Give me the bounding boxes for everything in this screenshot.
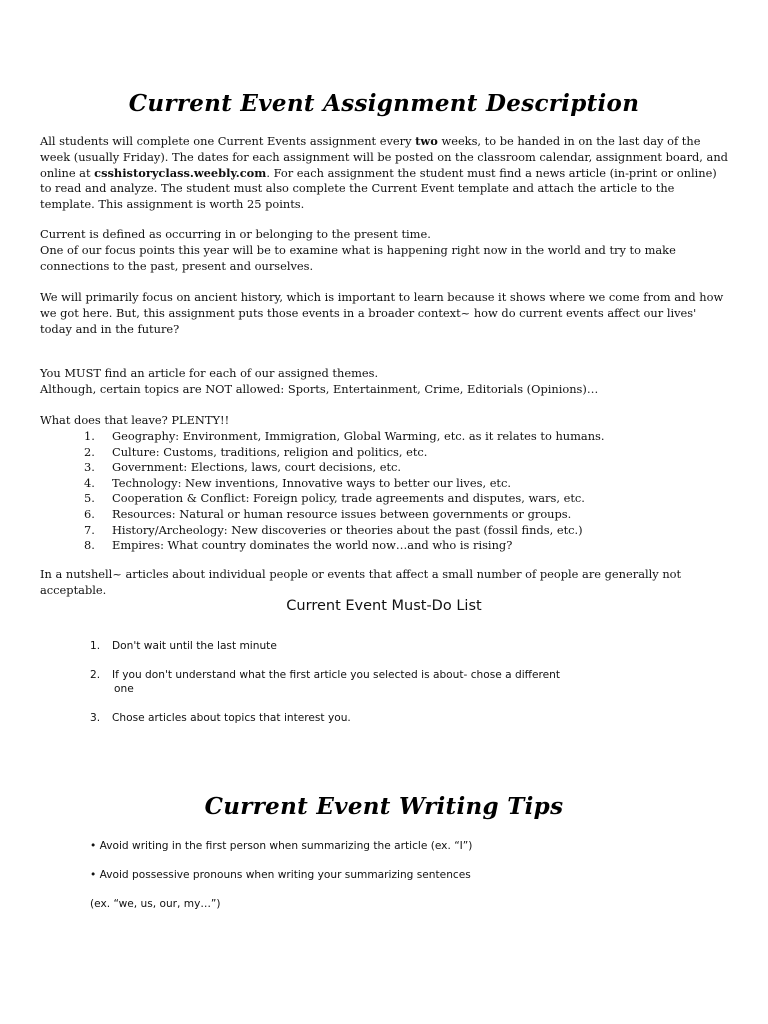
- nutshell-text: In a nutshell~ articles about individual people or events that affect a small number of people are generally not acceptable.: [40, 567, 682, 597]
- class-website: csshistoryclass.weebly.com: [94, 165, 267, 180]
- tips-heading: Current Event Writing Tips: [204, 793, 564, 820]
- mustdo-heading: Current Event Must-Do List: [286, 598, 482, 614]
- intro-bold-two: two: [415, 134, 438, 148]
- definition-line-1: Current is defined as occurring in or belonging to the present time.: [40, 227, 431, 241]
- mustdo-continuation: one: [114, 683, 134, 696]
- list-item: [84, 507, 704, 523]
- list-item-text: Culture: Customs, traditions, religion and politics, etc.: [112, 444, 428, 459]
- list-item-text: History/Archeology: New discoveries or theories about the past (fossil finds, etc.): [112, 522, 583, 537]
- list-item-text: Geography: Environment, Immigration, Global Warming, etc. as it relates to humans.: [112, 429, 605, 443]
- list-item-text: Empires: What country dominates the world now…and who is rising?: [112, 538, 513, 553]
- list-item-number: 4.: [84, 475, 95, 490]
- list-item: [84, 523, 704, 539]
- page-title: Current Event Assignment Description: [128, 90, 640, 117]
- themes-list: [84, 429, 704, 554]
- mustdo-text: Chose articles about topics that interest you.: [112, 712, 351, 724]
- list-item: [84, 460, 704, 476]
- definition-paragraph: [40, 227, 730, 274]
- list-item: [84, 429, 704, 445]
- definition-line-2: One of our focus points this year will be to examine what is happening right now in the world and try to make connections to the past, present and ourselves.: [40, 242, 676, 273]
- list-item-number: 5.: [84, 491, 95, 506]
- mustdo-number: 2.: [90, 669, 101, 681]
- mustdo-number: 1.: [90, 640, 101, 652]
- mustdo-number: 3.: [90, 712, 101, 724]
- list-item-number: 7.: [84, 522, 95, 537]
- intro-text-1: All students will complete one Current Events assignment every: [40, 134, 416, 148]
- mustdo-item: [90, 639, 570, 653]
- themes-line-2: Although, certain topics are NOT allowed: Sports, Entertainment, Crime, Editorials (Opinions)…: [40, 381, 599, 396]
- list-item-text: Cooperation & Conflict: Foreign policy, trade agreements and disputes, wars, etc.: [112, 491, 585, 506]
- list-item: [84, 445, 704, 461]
- list-item-text: Technology: New inventions, Innovative ways to better our lives, etc.: [112, 475, 512, 490]
- themes-line-1: You MUST find an article for each of our assigned themes.: [40, 366, 379, 380]
- tip-item: (ex. “we, us, our, my…”): [90, 898, 221, 910]
- intro-text-2: weeks, to be handed in on the last day of the week (usually Friday). The dates for each assignment will be posted on the classroom calendar, assignment board, and online at: [40, 134, 728, 180]
- list-item: [84, 491, 704, 507]
- list-item-number: 3.: [84, 460, 95, 475]
- list-item-number: 6.: [84, 506, 95, 521]
- tip-item: • Avoid writing in the first person when summarizing the article (ex. “I”): [90, 840, 473, 852]
- nutshell-paragraph: [40, 567, 730, 599]
- list-item: [84, 476, 704, 492]
- list-item-text: Government: Elections, laws, court decisions, etc.: [112, 460, 402, 475]
- mustdo-item: [90, 711, 570, 725]
- themes-paragraph: [40, 366, 730, 428]
- list-item-number: 2.: [84, 444, 95, 459]
- themes-line-3: What does that leave? PLENTY!!: [40, 412, 230, 427]
- list-item-number: 1.: [84, 429, 95, 443]
- focus-text: We will primarily focus on ancient history, which is important to learn because it shows where we come from and how we got here. But, this assignment puts those events in a broader context~ how do current events affect our lives' today and in the future?: [40, 290, 724, 336]
- intro-paragraph: [40, 134, 730, 213]
- tip-item: • Avoid possessive pronouns when writing your summarizing sentences: [90, 869, 471, 881]
- focus-paragraph: [40, 290, 730, 337]
- mustdo-text: If you don't understand what the first article you selected is about- chose a different: [112, 669, 560, 681]
- list-item-text: Resources: Natural or human resource issues between governments or groups.: [112, 506, 572, 521]
- list-item-number: 8.: [84, 538, 95, 553]
- mustdo-item: [90, 668, 570, 696]
- mustdo-text: Don't wait until the last minute: [112, 640, 277, 652]
- intro-text-3: . For each assignment the student must find a news article (in-print or online) to read and analyze. The student must also complete the Current Event template and attach the article to the template. This assignment is worth 25 points.: [40, 165, 717, 212]
- list-item: [84, 538, 704, 554]
